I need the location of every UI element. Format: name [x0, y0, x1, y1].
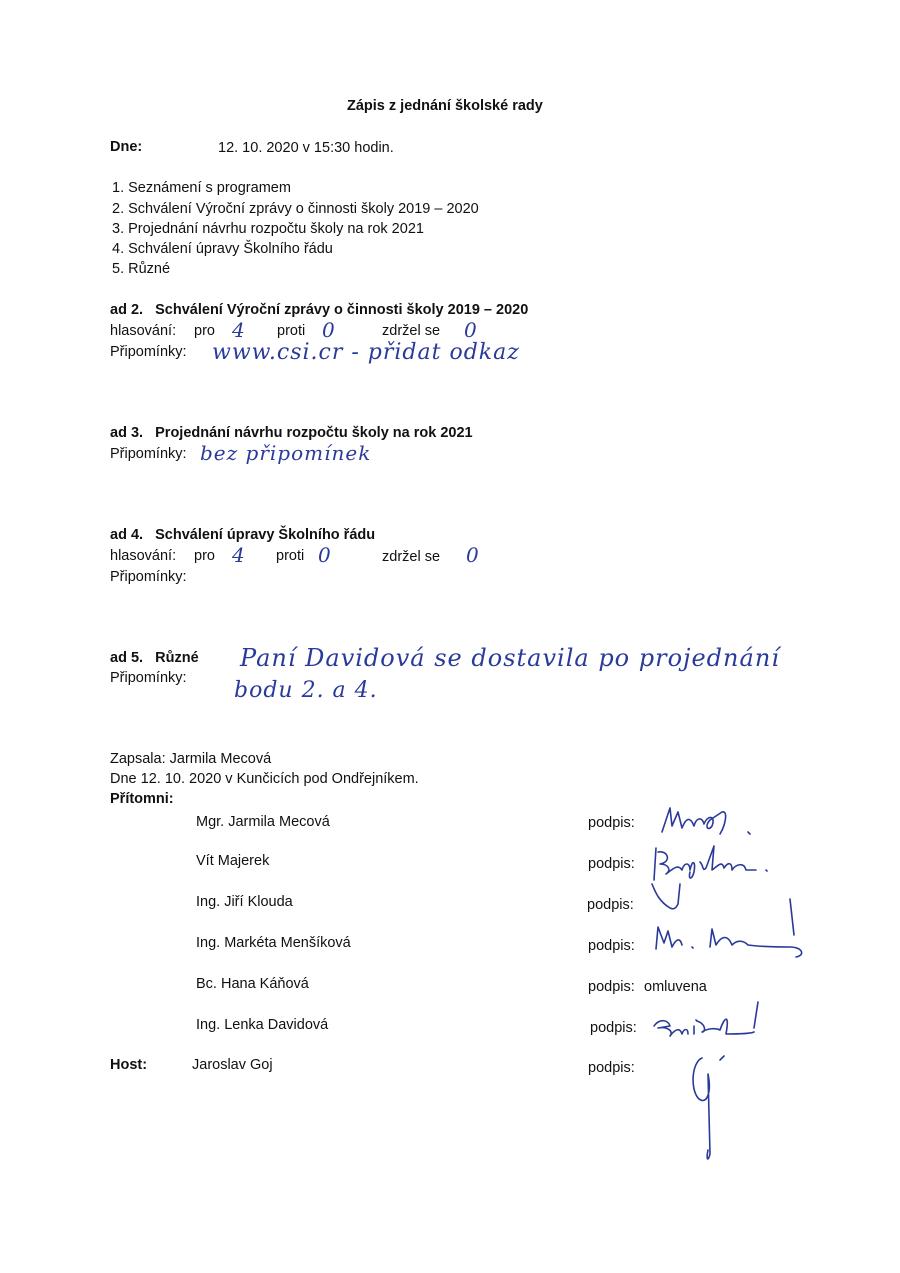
section-5-comment-line-2: bodu 2. a 4.: [234, 678, 378, 703]
attendee-name: Bc. Hana Káňová: [196, 976, 309, 992]
vote-abstain-value: 0: [466, 543, 479, 567]
voting-label: hlasování:: [110, 548, 177, 564]
comments-label: Připomínky:: [110, 446, 187, 462]
signature-mensikova: [652, 895, 812, 965]
signature-label: podpis:: [587, 897, 634, 913]
attendee-name: Ing. Jiří Klouda: [196, 894, 293, 910]
voting-label: hlasování:: [110, 323, 177, 339]
comments-label: Připomínky:: [110, 569, 187, 585]
signature-label: podpis:: [588, 1060, 635, 1076]
section-4-heading: ad 4. Schválení úpravy Školního řádu: [110, 527, 376, 543]
vote-for-value: 4: [232, 318, 245, 342]
section-5-comment-line-1: Paní Davidová se dostavila po projednání: [240, 644, 780, 672]
meeting-date-value: 12. 10. 2020 v 15:30 hodin.: [218, 140, 394, 156]
vote-abstain-label: zdržel se: [382, 323, 441, 339]
place-date: Dne 12. 10. 2020 v Kunčicích pod Ondřejníkem.: [110, 771, 419, 787]
signature-label: podpis:: [588, 856, 635, 872]
signature-label: podpis:: [588, 979, 635, 995]
attendee-name: Vít Majerek: [196, 853, 270, 869]
vote-for-label: pro: [194, 548, 215, 564]
host-name: Jaroslav Goj: [192, 1057, 273, 1073]
vote-for-label: pro: [194, 323, 215, 339]
section-3-heading: ad 3. Projednání návrhu rozpočtu školy na rok 2021: [110, 425, 473, 441]
section-2-heading: ad 2. Schválení Výroční zprávy o činnosti školy 2019 – 2020: [110, 302, 529, 318]
meeting-date-label: Dne:: [110, 139, 143, 155]
attendee-name: Ing. Markéta Menšíková: [196, 935, 351, 951]
comments-label: Připomínky:: [110, 670, 187, 686]
attendee-name: Ing. Lenka Davidová: [196, 1017, 329, 1033]
section-5-heading: ad 5. Různé: [110, 650, 199, 666]
vote-abstain-label: zdržel se: [382, 549, 441, 565]
attendee-name: Mgr. Jarmila Mecová: [196, 814, 330, 830]
vote-against-value: 0: [322, 318, 335, 342]
vote-against-label: proti: [276, 548, 305, 564]
agenda-item: 5. Různé: [112, 261, 171, 277]
vote-against-label: proti: [277, 323, 306, 339]
signature-majerek: [648, 840, 778, 885]
agenda-item: 1. Seznámení s programem: [112, 180, 291, 196]
vote-abstain-value: 0: [464, 318, 477, 342]
section-3-comment: bez připomínek: [200, 441, 372, 465]
signature-davidova: [650, 998, 770, 1048]
recorded-by: Zapsala: Jarmila Mecová: [110, 751, 272, 767]
signature-mecova: [660, 804, 770, 844]
vote-for-value: 4: [232, 543, 245, 567]
signature-label: podpis:: [588, 815, 635, 831]
signature-excused: omluvena: [644, 979, 707, 995]
signature-goj: [684, 1044, 744, 1164]
vote-against-value: 0: [318, 543, 331, 567]
signature-label: podpis:: [590, 1020, 637, 1036]
host-label: Host:: [110, 1057, 148, 1073]
section-2-comment: www.csi.cr - přidat odkaz: [212, 340, 520, 365]
document-title: Zápis z jednání školské rady: [347, 98, 543, 114]
comments-label: Připomínky:: [110, 344, 187, 360]
present-label: Přítomni:: [110, 791, 174, 807]
agenda-item: 2. Schválení Výroční zprávy o činnosti školy 2019 – 2020: [112, 201, 479, 217]
agenda-item: 4. Schválení úpravy Školního řádu: [112, 241, 333, 257]
agenda-item: 3. Projednání návrhu rozpočtu školy na rok 2021: [112, 221, 424, 237]
signature-label: podpis:: [588, 938, 635, 954]
